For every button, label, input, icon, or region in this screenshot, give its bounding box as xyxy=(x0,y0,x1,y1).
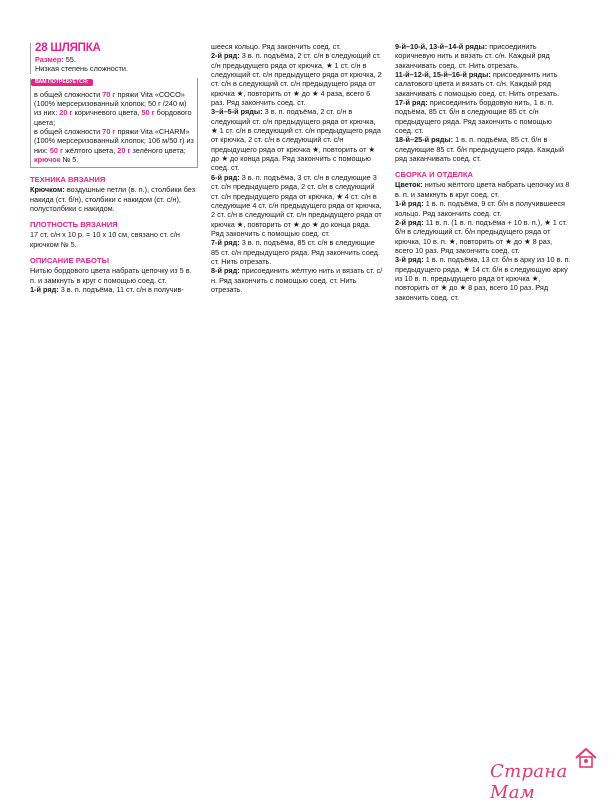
label: 8-й ряд: xyxy=(211,266,240,276)
label: Цветок: xyxy=(395,180,423,190)
flower-intro xyxy=(395,180,571,199)
text: 3 в. п. подъёма, 85 ст. с/н в следующие 85 ст. с/н предыдущего ряда. Ряд закончить соед. ст. Нить отрезать. xyxy=(211,238,380,266)
label: 17-й ряд: xyxy=(395,98,428,108)
text: пряжи Vita «COCO» (100% мерсеризованный хлопок; 50 г /240 м) из них: xyxy=(34,89,187,118)
materials-hook xyxy=(34,155,194,164)
amount: 70 г xyxy=(102,89,116,99)
column-middle xyxy=(211,42,383,294)
materials-yarn-1 xyxy=(34,90,194,127)
label: 3-й ряд: xyxy=(395,255,424,265)
text: присоединить бордовую нить, 1 в. п. подъёма, 85 ст. б/н в следующие 85 ст. с/н предыдущего ряда. Ряд закончить с помощью соед. ст. xyxy=(395,98,554,136)
pattern-header xyxy=(30,42,198,74)
rows-3-5 xyxy=(211,107,383,172)
text: 3 в. п. подъёма, 2 ст. с/н в следующий ст. с/н предыдущего ряда от крючка, ★ 1 ст. с/н в следующий ст. с/н предыдущего ряда от крючка, 2 ст. с/н в следующий ст. с/н предыдущего ряда от крючка ★, повторить от ★ до ★ 4 раза, всего 6 раз. Ряд закончить соед. ст. xyxy=(211,51,382,108)
text: 1 в. п. подъёма, 9 ст. б/н в получившееся кольцо. Ряд закончить соед. ст. xyxy=(395,199,566,218)
watermark: Страна Мам xyxy=(490,761,568,803)
technique-text xyxy=(30,185,198,213)
amount: 20 г xyxy=(59,108,73,118)
text: нитью жёлтого цвета набрать цепочку из 8 в. п. и замкнуть в круг соед. ст. xyxy=(395,180,570,199)
materials-badge: ВАМ ПОТРЕБУЕТСЯ: xyxy=(31,79,93,86)
text: 11 в. п. (1 в. п. подъёма + 10 в. п.), ★ 1 ст. б/н в следующий ст. б/н предыдущего ряда от крючка, 10 в. п. ★, повторить от ★ до ★ 8 раз, всего 10 раз. Ряд закончить соед. ст. xyxy=(395,217,568,255)
rows-18-25 xyxy=(395,135,571,163)
text: жёлтого цвета, xyxy=(63,145,118,155)
hook-label: крючок xyxy=(34,155,61,165)
text: бордового цвета; xyxy=(34,108,192,127)
row-2 xyxy=(211,51,383,107)
row-8 xyxy=(211,266,383,294)
complexity: Низкая степень сложности. xyxy=(35,64,128,74)
description-heading: ОПИСАНИЕ РАБОТЫ xyxy=(30,256,110,266)
row-7 xyxy=(211,238,383,266)
assembly-heading: СБОРКА И ОТДЕЛКА xyxy=(395,170,473,180)
text: в общей сложности xyxy=(34,127,103,137)
rows-11-12 xyxy=(395,70,571,98)
amount: 50 г xyxy=(141,108,155,118)
text: 1 в. п. подъёма, 85 ст. б/н в следующие 85 ст. б/н предыдущего ряда. Каждый ряд заканчивать соед. ст. xyxy=(395,135,564,164)
label: 11-й–12-й, 15-й–16-й ряды: xyxy=(395,70,491,80)
density-text: 17 ст. с/н х 10 р. = 10 х 10 см, связано ст. с/н крючком № 5. xyxy=(30,230,180,249)
text: коричневого цвета, xyxy=(72,108,142,118)
text: воздушные петли (в. п.), столбики без накида (ст. б/н), столбики с накидом (ст. с/н), полустолбики с накидом. xyxy=(30,185,196,214)
rows-9-10 xyxy=(395,42,571,70)
amount: 70 г xyxy=(102,127,116,137)
label: 3–й–5-й ряды: xyxy=(211,107,263,117)
label: Крючком: xyxy=(30,185,65,195)
hook-value: № 5. xyxy=(60,155,79,165)
label: 9-й–10-й, 13-й–14-й ряды: xyxy=(395,42,488,51)
size-line xyxy=(35,55,198,64)
row-17 xyxy=(395,98,571,135)
density-heading: ПЛОТНОСТЬ ВЯЗАНИЯ xyxy=(30,220,118,230)
text: 3 в. п. подъёма, 11 ст. с/н в получив- xyxy=(58,284,184,294)
amount: 50 г xyxy=(49,145,63,155)
text: 1 в. п. подъёма, 13 ст. б/н в арку из 10 в. п. предыдущего ряда, ★ 14 ст. б/н в следующую арку из 10 в. п. предыдущего ряда от крючка ★, повторить от ★ до ★ 8 раз, всего 10 раз. Ряд закончить соед. ст. xyxy=(395,255,571,302)
row-1 xyxy=(30,285,198,294)
label: 1-й ряд: xyxy=(395,199,424,209)
label: 1-й ряд: xyxy=(30,284,59,294)
text: 3 в. п. подъёма, 2 ст. с/н в следующий ст. с/н предыдущего ряда от крючка, ★ 1 ст. с/н в следующий ст. с/н предыдущего ряда от крючка, 2 ст. с/н в следующий ст. с/н предыдущего ряда от крючка ★, повторить от ★ до ★ до конца ряда. Ряд закончить с помощью соед. ст. xyxy=(211,107,381,173)
size-label: Размер: xyxy=(35,55,64,64)
row-1-cont: шееся кольцо. Ряд закончить соед. ст. xyxy=(211,42,341,51)
materials-box xyxy=(30,78,198,169)
size-value: 55. xyxy=(63,55,76,64)
text: 3 в. п. подъёма, 3 ст. с/н в следующие 3 ст. с/н предыдущего ряда, 2 ст. с/н в следующий ст. с/н предыдущего ряда от крючка, ★ 4 ст. с/н в следующие 4 ст. с/н предыдущего ряда от крючка, 2 ст. с/н в следующий ст. с/н предыдущего ряда от крючка ★, повторить от ★ до ★ до конца ряда. Ряд закончить с помощью соед. ст. xyxy=(211,172,382,238)
materials-yarn-2 xyxy=(34,127,194,155)
text: зелёного цвета; xyxy=(130,145,186,155)
text: присоединить коричневую нить и вязать ст. с/н. Каждый ряд заканчивать соед. ст. Нить отрезать. xyxy=(395,42,550,70)
description-text: Нитью бордового цвета набрать цепочку из 5 в. п. и замкнуть в круг с помощью соед. ст. xyxy=(30,266,192,285)
flower-row-1 xyxy=(395,199,571,218)
column-left xyxy=(30,42,198,294)
technique-heading: ТЕХНИКА ВЯЗАНИЯ xyxy=(30,175,106,185)
flower-row-3 xyxy=(395,255,571,302)
page-title: 28 ШЛЯПКА xyxy=(35,42,101,54)
label: 7-й ряд: xyxy=(211,238,240,248)
flower-row-2 xyxy=(395,218,571,255)
amount: 20 г xyxy=(117,145,131,155)
label: 6-й ряд: xyxy=(211,172,240,182)
text: присоединить нить салатового цвета и вязать ст. с/н. Каждый ряд заканчивать с помощью соед. ст. Нить отрезать. xyxy=(395,70,560,98)
label: 18-й–25-й ряды: xyxy=(395,135,454,145)
row-6 xyxy=(211,173,383,238)
text: присоединить жёлтую нить и вязать ст. с/н. Ряд закончить с помощью соед. ст. Нить отрезать. xyxy=(211,266,383,294)
house-icon xyxy=(573,745,599,771)
text: пряжи Vita «CHARM» (100% мерсеризованный хлопок; 106 м/50 г) из них: xyxy=(34,127,194,155)
label: 2-й ряд: xyxy=(211,51,240,61)
column-right xyxy=(395,42,571,302)
text: в общей сложности xyxy=(34,89,103,99)
label: 2-й ряд: xyxy=(395,217,424,227)
